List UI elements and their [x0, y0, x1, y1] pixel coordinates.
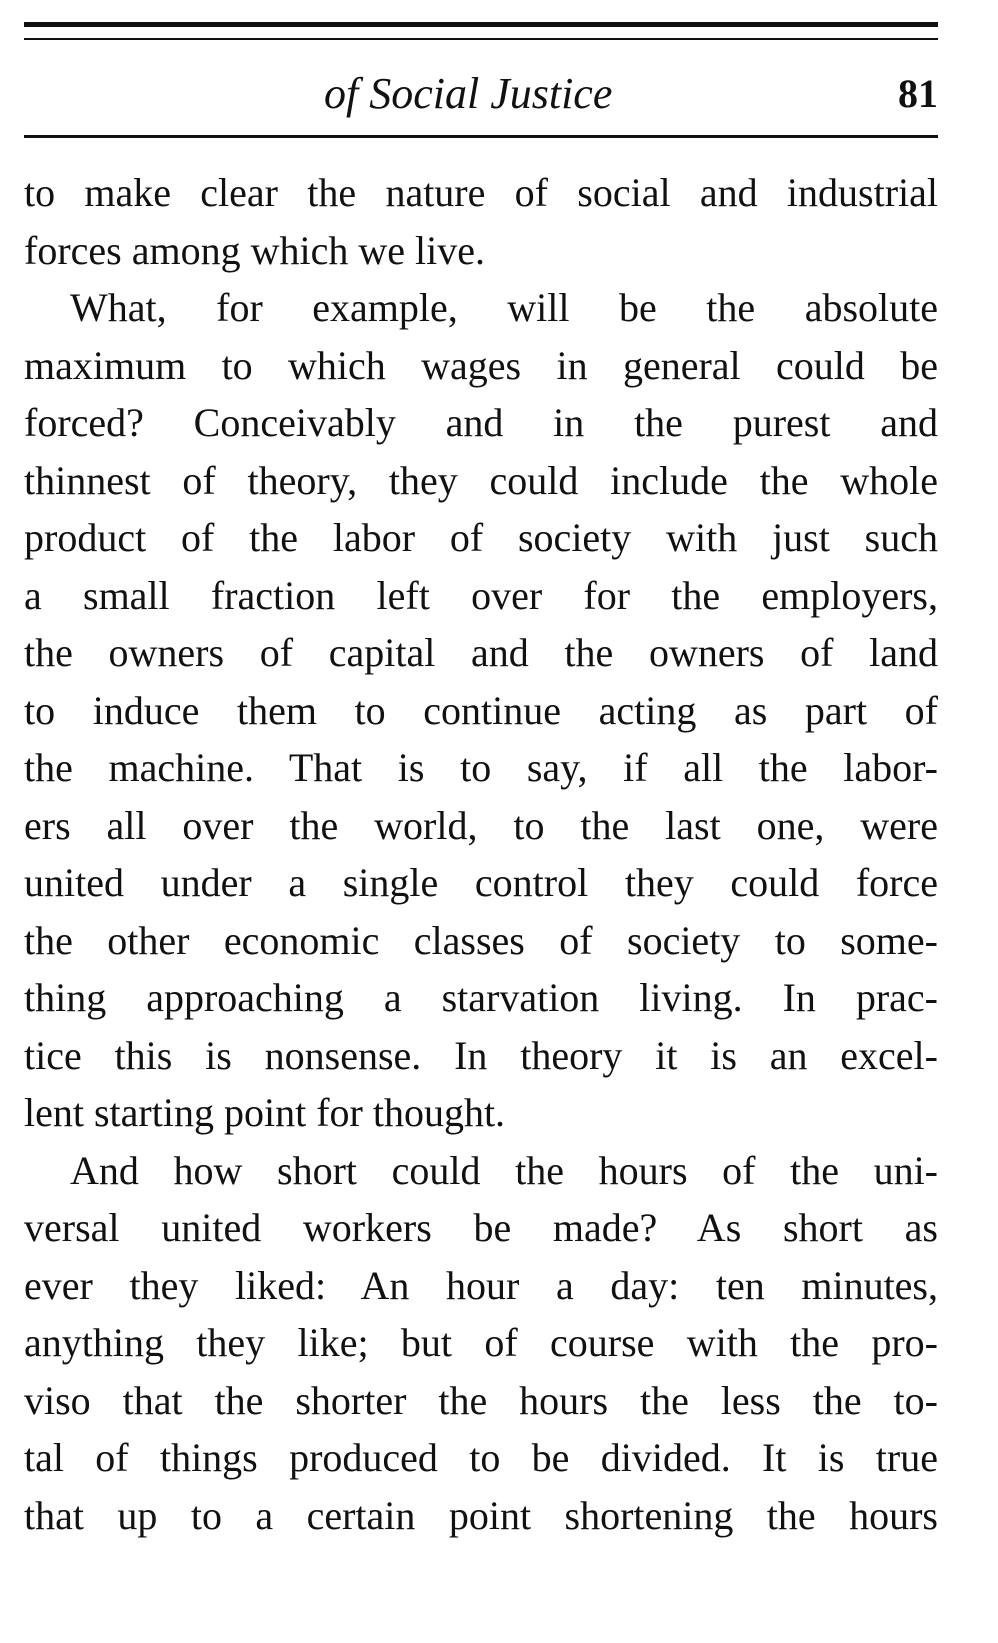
- running-head-title: of Social Justice: [324, 69, 613, 118]
- text-line: product of the labor of society with just such: [24, 515, 938, 560]
- body-text: [24, 164, 938, 1544]
- running-head: [24, 62, 938, 132]
- text-line: the other economic classes of society to some-: [24, 917, 938, 963]
- top-rule-thin: [24, 38, 938, 40]
- text-line: forced? Conceivably and in the purest and: [24, 400, 938, 445]
- text-line: that up to a certain point shortening the hours: [24, 1492, 938, 1538]
- text-line: ever they liked: An hour a day: ten minutes,: [24, 1262, 938, 1308]
- running-head-rule: [24, 135, 938, 138]
- text-line: tice this is nonsense. In theory it is an excel-: [24, 1032, 938, 1078]
- text-line: What, for example, will be the absolute: [70, 285, 938, 330]
- text-line: viso that the shorter the hours the less the to-: [24, 1377, 938, 1423]
- text-line: to make clear the nature of social and industrial: [24, 170, 938, 215]
- text-line: united under a single control they could force: [24, 860, 938, 905]
- text-line: thinnest of theory, they could include the whole: [24, 457, 938, 503]
- text-line: the machine. That is to say, if all the labor-: [24, 745, 938, 790]
- text-line: a small fraction left over for the employers,: [24, 572, 938, 618]
- text-line: And how short could the hours of the uni-: [70, 1147, 938, 1193]
- text-line: the owners of capital and the owners of land: [24, 630, 938, 675]
- text-line: thing approaching a starvation living. In prac-: [24, 975, 938, 1020]
- top-rule-thick: [24, 22, 938, 27]
- page-number: 81: [898, 71, 938, 116]
- text-line: anything they like; but of course with the pro-: [24, 1320, 938, 1365]
- text-line: ers all over the world, to the last one, were: [24, 802, 938, 848]
- text-line: maximum to which wages in general could be: [24, 342, 938, 388]
- text-line: forces among which we live.: [24, 227, 485, 273]
- text-line: versal united workers be made? As short as: [24, 1205, 938, 1250]
- text-line: to induce them to continue acting as part of: [24, 687, 938, 733]
- text-line: tal of things produced to be divided. It is true: [24, 1435, 938, 1480]
- text-line: lent starting point for thought.: [24, 1090, 506, 1135]
